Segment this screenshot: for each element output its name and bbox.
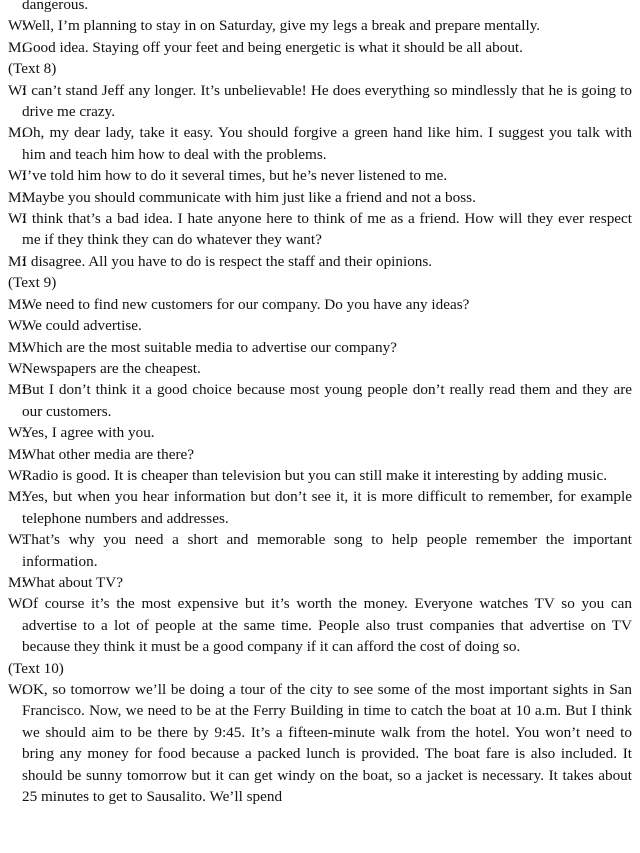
dialogue-turn <box>0 444 640 465</box>
dialogue-turn <box>0 593 640 657</box>
dialogue-text: Newspapers are the cheapest. <box>22 359 201 377</box>
speaker-label: M: <box>8 188 26 206</box>
speaker-label: M: <box>8 488 26 506</box>
dialogue-text: Oh, my dear lady, take it easy. You should forgive a green hand like him. I suggest you talk with him and teach him how to deal with the problems. <box>22 124 632 163</box>
dialogue-text: Yes, but when you hear information but don’t see it, it is more difficult to remember, for example telephone numbers and addresses. <box>22 488 632 527</box>
dialogue-text: Of course it’s the most expensive but it’s worth the money. Everyone watches TV so you can advertise to a lot of people at the same time. People also trust companies that advertise on TV because they think it must be a good company if it can afford the cost of doing so. <box>22 595 632 656</box>
speaker-label: M: <box>8 573 26 591</box>
speaker-label: W: <box>8 595 26 613</box>
dialogue-turn <box>0 187 640 208</box>
dialogue-turn <box>0 37 640 58</box>
section-heading <box>0 58 640 79</box>
dialogue-text: I disagree. All you have to do is respect the staff and their opinions. <box>22 252 433 270</box>
dialogue-text: Radio is good. It is cheaper than television but you can still make it interesting by adding music. <box>22 466 608 484</box>
speaker-label: W: <box>8 466 26 484</box>
dialogue-text: That’s why you need a short and memorable song to help people remember the important information. <box>22 531 632 570</box>
dialogue-continuation <box>0 0 640 15</box>
section-heading-text: (Text 10) <box>8 659 64 677</box>
dialogue-turn <box>0 358 640 379</box>
dialogue-text: I’ve told him how to do it several times, but he’s never listened to me. <box>22 167 448 185</box>
dialogue-turn <box>0 379 640 422</box>
dialogue-text: Maybe you should communicate with him just like a friend and not a boss. <box>22 188 476 206</box>
dialogue-turn <box>0 465 640 486</box>
dialogue-text: What other media are there? <box>22 445 195 463</box>
dialogue-turn <box>0 529 640 572</box>
dialogue-turn <box>0 294 640 315</box>
dialogue-text: We need to find new customers for our company. Do you have any ideas? <box>22 295 470 313</box>
speaker-label: M: <box>8 124 26 142</box>
section-heading-text: (Text 9) <box>8 274 57 292</box>
dialogue-text: OK, so tomorrow we’ll be doing a tour of the city to see some of the most important sights in San Francisco. Now, we need to be at the Ferry Building in time to catch the boat at 10 a.m. But I think we should aim to be there by 9:45. It’s a fifteen-minute walk from the hotel. You won’t need to bring any money for food because a packed lunch is provided. The boat fare is also included. It should be sunny tomorrow but it can get windy on the boat, so a jacket is necessary. It takes about 25 minutes to get to Sausalito. We’ll spend <box>22 681 632 806</box>
dialogue-text: We could advertise. <box>22 317 142 335</box>
dialogue-text: Which are the most suitable media to advertise our company? <box>22 338 397 356</box>
speaker-label: M: <box>8 38 26 56</box>
speaker-label: W: <box>8 317 26 335</box>
dialogue-turn <box>0 337 640 358</box>
speaker-label: M: <box>8 295 26 313</box>
dialogue-turn <box>0 422 640 443</box>
speaker-label: W: <box>8 424 26 442</box>
speaker-label: M: <box>8 252 26 270</box>
dialogue-turn <box>0 315 640 336</box>
speaker-label: M: <box>8 445 26 463</box>
dialogue-turn <box>0 572 640 593</box>
dialogue-text: I think that’s a bad idea. I hate anyone here to think of me as a friend. How will they ever respect me if they think they can do whatever they want? <box>22 210 632 249</box>
section-heading <box>0 272 640 293</box>
speaker-label: W: <box>8 210 26 228</box>
dialogue-turn <box>0 679 640 807</box>
speaker-label: W: <box>8 359 26 377</box>
dialogue-turn <box>0 251 640 272</box>
dialogue-text: But I don’t think it a good choice because most young people don’t really read them and they are our customers. <box>22 381 632 420</box>
dialogue-text: What about TV? <box>22 573 123 591</box>
dialogue-text: I can’t stand Jeff any longer. It’s unbelievable! He does everything so mindlessly that he is going to drive me crazy. <box>22 81 632 121</box>
speaker-label: M: <box>8 338 26 356</box>
section-heading-text: (Text 8) <box>8 60 57 78</box>
dialogue-turn <box>0 80 640 123</box>
speaker-label: W: <box>8 681 26 698</box>
dialogue-turn <box>0 165 640 186</box>
dialogue-turn <box>0 486 640 529</box>
dialogue-turn <box>0 122 640 165</box>
speaker-label: W: <box>8 167 26 185</box>
speaker-label: W: <box>8 81 26 99</box>
dialogue-text: dangerous. <box>22 0 89 13</box>
speaker-label: W: <box>8 531 26 549</box>
dialogue-text: Yes, I agree with you. <box>22 424 155 442</box>
speaker-label: M: <box>8 381 26 399</box>
speaker-label: W: <box>8 17 26 35</box>
dialogue-text: Good idea. Staying off your feet and being energetic is what it should be all about. <box>22 38 523 56</box>
dialogue-turn <box>0 208 640 251</box>
dialogue-text: Well, I’m planning to stay in on Saturday, give my legs a break and prepare mentally. <box>22 17 541 35</box>
section-heading <box>0 658 640 679</box>
dialogue-turn <box>0 15 640 36</box>
